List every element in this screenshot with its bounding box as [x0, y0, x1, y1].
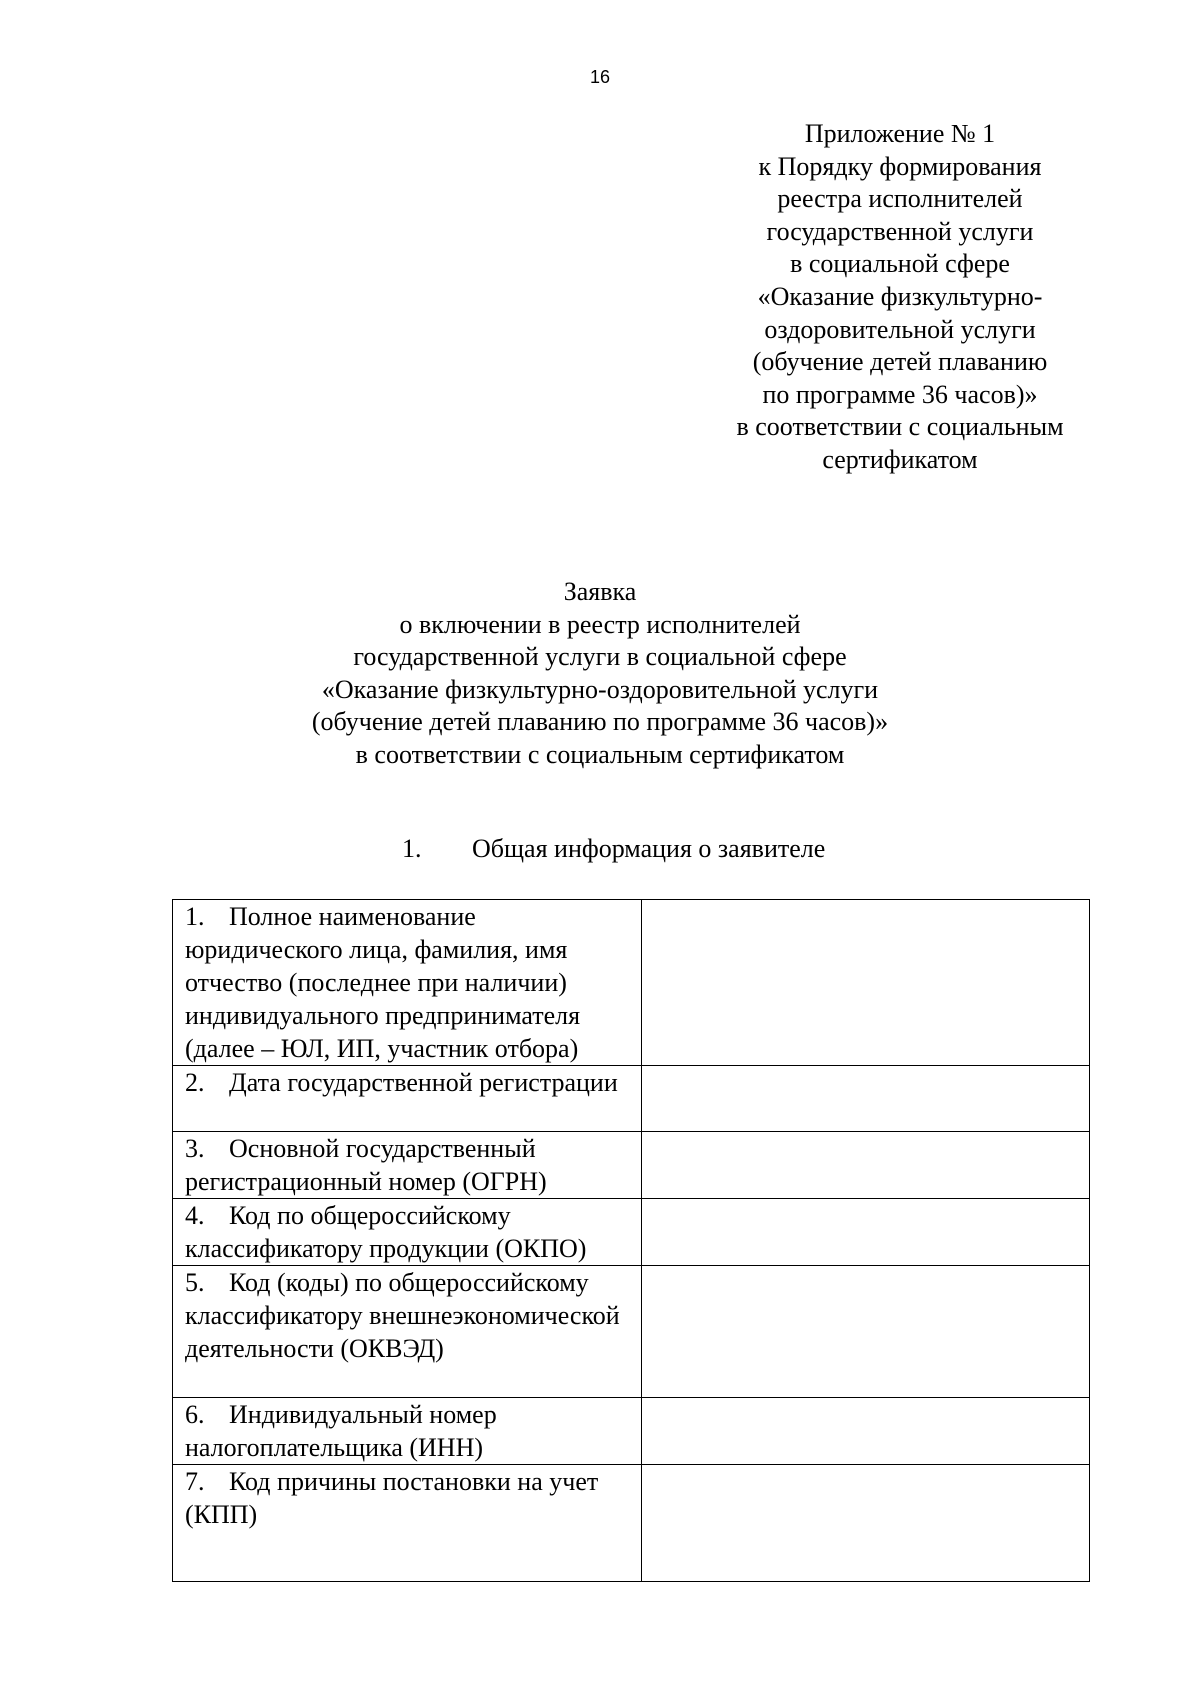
appendix-line: (обучение детей плаванию	[752, 347, 1048, 377]
title-line: «Оказание физкультурно-оздоровительной услуги	[321, 674, 879, 704]
row-label: Дата государственной регистрации	[229, 1068, 618, 1097]
row-label-cell	[173, 1266, 642, 1398]
row-number: 6.	[185, 1400, 205, 1429]
table-row	[173, 1266, 1090, 1398]
title-line: (обучение детей плаванию по программе 36 часов)»	[311, 707, 889, 736]
row-label-cell	[173, 1066, 642, 1132]
row-number: 7.	[185, 1467, 205, 1496]
appendix-line: «Оказание физкультурно-	[757, 281, 1043, 311]
row-label-cell	[173, 1465, 642, 1582]
row-value-cell[interactable]	[641, 1398, 1089, 1465]
table-row	[173, 900, 1090, 1066]
row-value-cell[interactable]	[641, 1066, 1089, 1132]
row-label: Полное наименование юридического лица, фамилия, имя отчество (последнее при наличии) индивидуального предпринимателя (далее – ЮЛ, ИП, участник отбора)	[185, 902, 581, 1063]
appendix-line: оздоровительной услуги	[764, 314, 1036, 344]
appendix-line: по программе 36 часов)»	[762, 379, 1038, 409]
row-number: 1.	[185, 902, 205, 931]
row-number: 3.	[185, 1134, 205, 1163]
appendix-header	[700, 118, 1100, 477]
row-label: Индивидуальный номер налогоплательщика (ИНН)	[185, 1400, 497, 1462]
row-number: 4.	[185, 1201, 205, 1230]
table-row	[173, 1199, 1090, 1266]
row-number: 2.	[185, 1068, 205, 1097]
title-line: в соответствии с социальным сертификатом	[355, 739, 845, 769]
table-row	[173, 1398, 1090, 1465]
row-number: 5.	[185, 1268, 205, 1297]
row-value-cell[interactable]	[641, 900, 1089, 1066]
row-value-cell[interactable]	[641, 1465, 1089, 1582]
applicant-info-table	[172, 899, 1090, 1582]
table-row	[173, 1066, 1090, 1132]
table-row	[173, 1132, 1090, 1199]
appendix-line: к Порядку формирования	[758, 151, 1042, 181]
row-value-cell[interactable]	[641, 1266, 1089, 1398]
row-label-cell	[173, 900, 642, 1066]
section-title: Общая информация о заявителе	[472, 834, 826, 863]
row-label: Код причины постановки на учет (КПП)	[185, 1467, 599, 1529]
section-number: 1.	[402, 834, 422, 863]
title-line: Заявка	[563, 577, 637, 606]
title-line: государственной услуги в социальной сфере	[353, 642, 847, 671]
row-label-cell	[173, 1199, 642, 1266]
page-number: 16	[589, 67, 611, 87]
row-label-cell	[173, 1398, 642, 1465]
section-heading	[402, 833, 825, 865]
row-label-cell	[173, 1132, 642, 1199]
appendix-line: сертификатом	[822, 444, 978, 474]
row-label: Основной государственный регистрационный номер (ОГРН)	[185, 1134, 547, 1196]
appendix-line: Приложение № 1	[804, 119, 996, 148]
row-label: Код (коды) по общероссийскому классификатору внешнеэкономической деятельности (ОКВЭД)	[185, 1268, 620, 1363]
table-row	[173, 1465, 1090, 1582]
appendix-line: в соответствии с социальным	[736, 412, 1064, 442]
row-label: Код по общероссийскому классификатору продукции (ОКПО)	[185, 1201, 587, 1263]
appendix-line: реестра исполнителей	[777, 184, 1023, 214]
row-value-cell[interactable]	[641, 1132, 1089, 1199]
appendix-line: в социальной сфере	[790, 249, 1010, 279]
row-value-cell[interactable]	[641, 1199, 1089, 1266]
appendix-line: государственной услуги	[766, 216, 1034, 246]
document-title	[0, 576, 1200, 771]
title-line: о включении в реестр исполнителей	[399, 609, 801, 639]
